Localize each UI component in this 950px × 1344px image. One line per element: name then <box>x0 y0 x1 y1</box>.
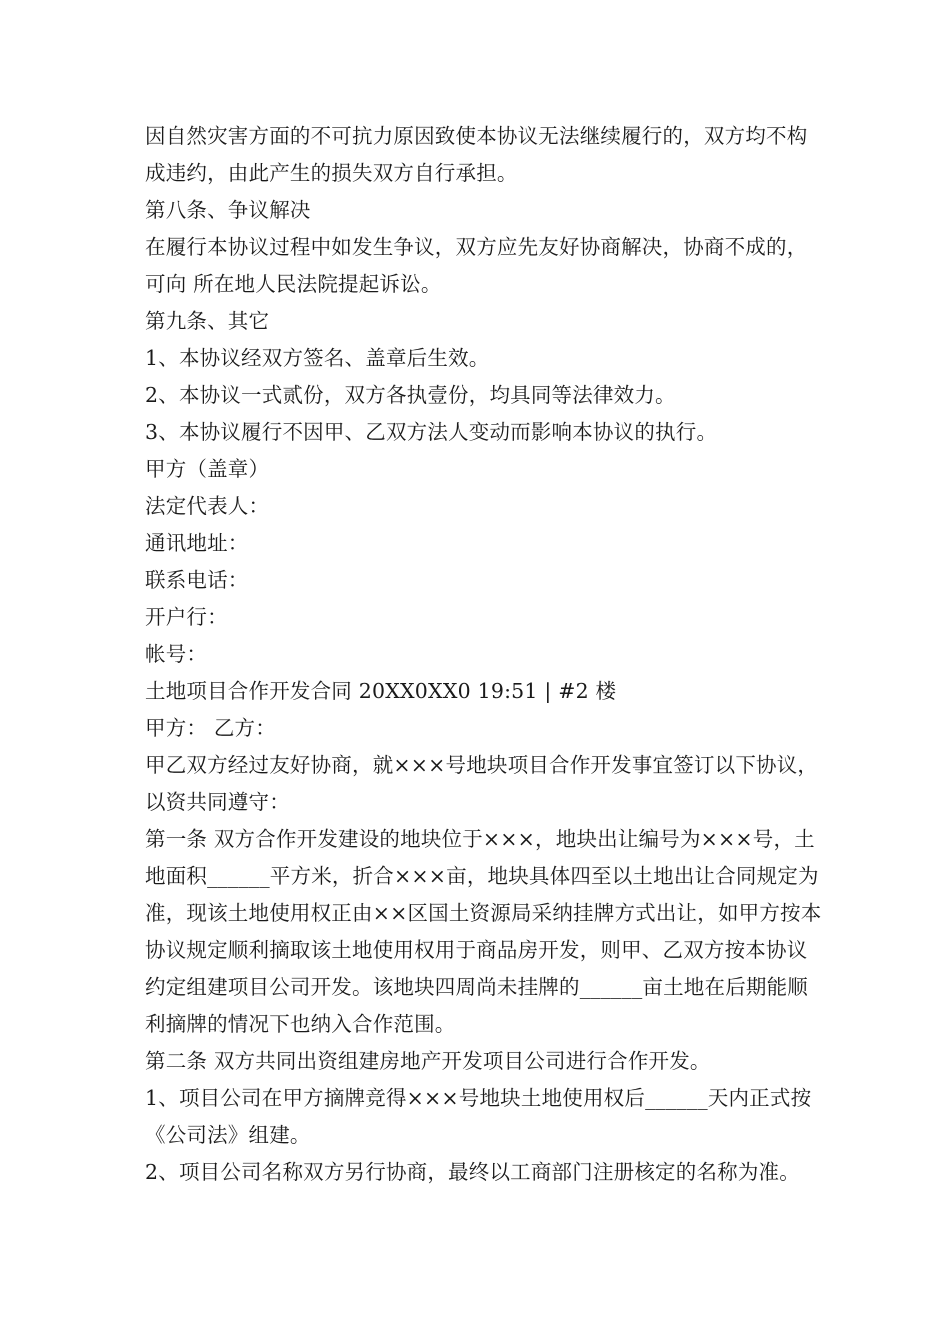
party-a-seal: 甲方（盖章） <box>145 457 270 481</box>
clause-2-2: 2、项目公司名称双方另行协商，最终以工商部门注册核定的名称为准。 <box>145 1160 800 1184</box>
paragraph-dispute: 在履行本协议过程中如发生争议，双方应先友好协商解决，协商不成的，可向 所在地人民法院提起诉讼。 <box>145 235 808 296</box>
paragraph-preamble: 甲乙双方经过友好协商，就×××号地块项目合作开发事宜签订以下协议，以资共同遵守： <box>145 753 819 814</box>
heading-article-8: 第八条、争议解决 <box>145 198 311 222</box>
clause-9-2: 2、本协议一式贰份，双方各执壹份，均具同等法律效力。 <box>145 383 676 407</box>
article-1: 第一条 双方合作开发建设的地块位于×××，地块出让编号为×××号，土地面积______平方米，折合×××亩，地块具体四至以土地出让合同规定为准，现该土地使用权正由××区国土资源局采纳挂牌方式出让，如甲方按本协议规定顺利摘取该土地使用权用于商品房开发，则甲、乙双方按本协议约定组建项目公司开发。该地块四周尚未挂牌的______亩土地在后期能顺利摘牌的情况下也纳入合作范围。 <box>145 827 822 1036</box>
clause-9-3: 3、本协议履行不因甲、乙双方法人变动而影响本协议的执行。 <box>145 420 718 444</box>
paragraph-force-majeure: 因自然灾害方面的不可抗力原因致使本协议无法继续履行的，双方均不构成违约，由此产生的损失双方自行承担。 <box>145 124 808 185</box>
address-field: 通讯地址： <box>145 531 249 555</box>
phone-field: 联系电话： <box>145 568 249 592</box>
legal-representative-field: 法定代表人： <box>145 494 270 518</box>
bank-field: 开户行： <box>145 605 228 629</box>
contract-title: 土地项目合作开发合同 20XX0XX0 19:51 | #2 楼 <box>145 679 617 703</box>
document-body <box>145 118 825 1191</box>
clause-9-1: 1、本协议经双方签名、盖章后生效。 <box>145 346 490 370</box>
parties-line: 甲方： 乙方： <box>145 716 276 740</box>
heading-article-9: 第九条、其它 <box>145 309 270 333</box>
clause-2-1: 1、项目公司在甲方摘牌竞得×××号地块土地使用权后______天内正式按《公司法》组建。 <box>145 1086 812 1147</box>
account-field: 帐号： <box>145 642 208 666</box>
article-2: 第二条 双方共同出资组建房地产开发项目公司进行合作开发。 <box>145 1049 711 1073</box>
